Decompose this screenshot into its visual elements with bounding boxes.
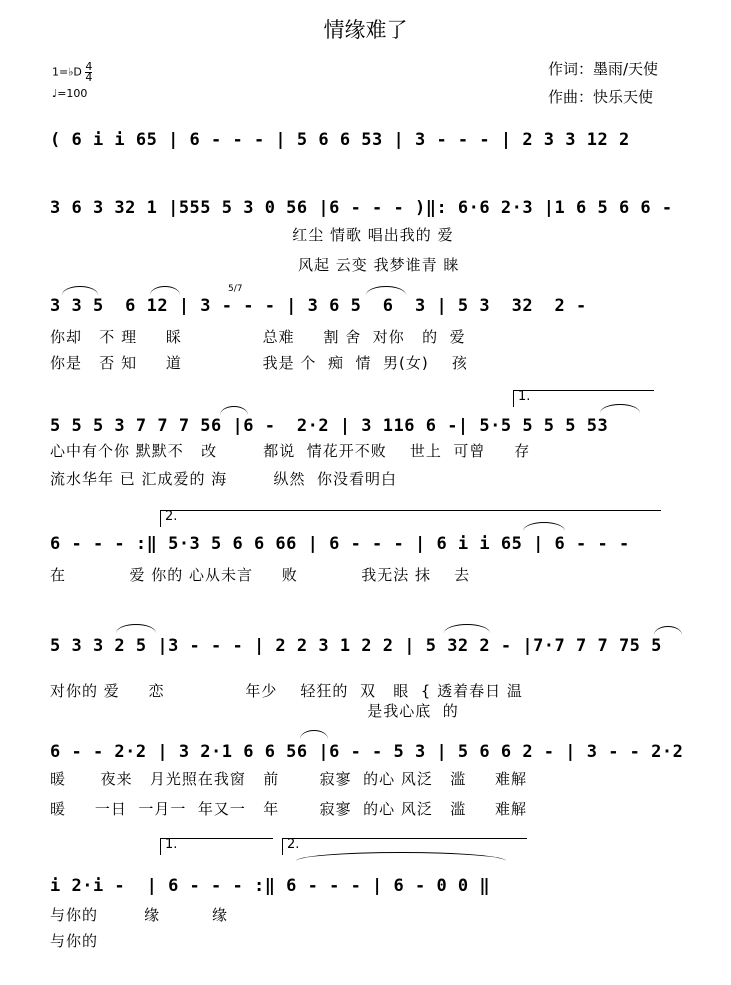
volta-2-row-8: 2. [282,838,527,855]
lyric-row-8b: 与你的 [50,932,99,950]
lyric-row-4b: 流水华年 已 汇成爱的 海 纵然 你没看明白 [50,470,397,488]
volta-1-row-4: 1. [513,390,654,407]
composer-credit: 作曲：快乐天使 [548,88,654,106]
lyric-row-3b: 你是 否 知 道 我是 个 痴 情 男(女) 孩 [50,354,468,372]
lyric-row-7a: 暖 夜来 月光照在我窗 前 寂寥 的心 风泛 滥 难解 [50,770,528,788]
time-bottom: 4 [85,71,93,84]
lyric-row-4a: 心中有个你 默默不 改 都说 情花开不败 世上 可曾 存 [50,442,531,460]
lyricist-credit: 作词：墨雨/天使 [548,60,659,78]
volta-1-row-8: 1. [160,838,273,855]
notes-row-3: 3 3 5 6 12 | 3 - - - | 3 6 5 6 3 | 5 3 32 2 - [50,296,587,316]
key-label: 1=♭D [52,65,82,79]
lyric-row-3a: 你却 不 理 睬 总难 割 舍 对你 的 爱 [50,328,466,346]
lyric-row-2a: 红尘 情歌 唱出我的 爱 [50,226,454,244]
notes-row-1: ( 6 i i 65 | 6 - - - | 5 6 6 53 | 3 - - - | 2 3 3 12 2 [50,130,630,150]
grace-note: 5/7 [228,284,243,294]
notes-row-6: 5 3 3 2 5 |3 - - - | 2 2 3 1 2 2 | 5 32 2 - |7·7 7 7 75 5 [50,636,662,656]
notes-row-2: 3 6 3 32 1 |555 5 3 0 56 |6 - - - )‖: 6·6 2·3 |1 6 5 6 6 - [50,198,673,218]
tempo-mark: ♩=100 [52,87,88,100]
lyric-row-2b: 风起 云变 我梦谁青 睐 [50,256,460,274]
lyric-row-5a: 在 爱 你的 心从未言 败 我无法 抹 去 [50,566,471,584]
notes-row-5: 6 - - - :‖ 5·3 5 6 6 66 | 6 - - - | 6 i i 65 | 6 - - - [50,534,630,554]
lyric-row-6a: 对你的 爱 恋 年少 轻狂的 双 眼 { 透着春日 温 [50,682,523,700]
notes-row-7: 6 - - 2·2 | 3 2·1 6 6 56 |6 - - 5 3 | 5 6 6 2 - | 3 - - 2·2 [50,742,684,762]
lyric-row-7b: 暖 一日 一月一 年又一 年 寂寥 的心 风泛 滥 难解 [50,800,528,818]
notes-row-4: 5 5 5 3 7 7 7 56 |6 - 2·2 | 3 116 6 -| 5·5 5 5 5 53 [50,416,609,436]
volta-2-row-5: 2. [160,510,661,527]
notes-row-8: i 2·i - | 6 - - - :‖ 6 - - - | 6 - 0 0 ‖ [50,876,491,896]
time-top: 4 [85,60,93,73]
lyric-row-6b: 是我心底 的 [50,702,459,720]
key-signature [52,62,92,100]
song-title: 情缘难了 [323,18,408,42]
lyric-row-8a: 与你的 缘 缘 [50,906,229,924]
